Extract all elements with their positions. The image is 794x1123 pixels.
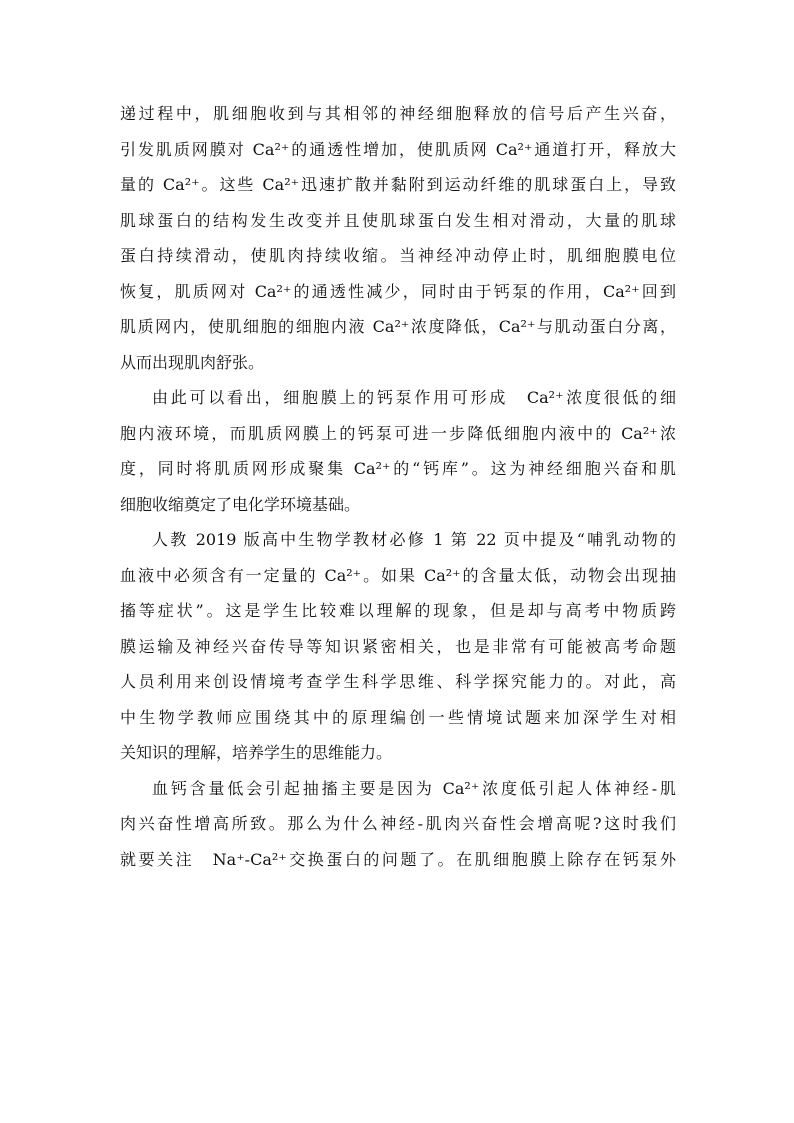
text-line: 从而出现肌肉舒张。 <box>120 352 265 372</box>
text-line: 恢复，肌质网对 Ca²⁺的通透性减少，同时由于钙泵的作用，Ca²⁺回到 <box>120 281 676 301</box>
text-line: 蛋白持续滑动，使肌肉持续收缩。当神经冲动停止时，肌细胞膜电位 <box>120 246 676 265</box>
text-line: 递过程中，肌细胞收到与其相邻的神经细胞释放的信号后产生兴奋， <box>120 104 676 123</box>
text-line: 中生物学教师应围绕其中的原理编创一些情境试题来加深学生对相 <box>120 707 676 727</box>
text-line: 肌球蛋白的结构发生改变并且使肌球蛋白发生相对滑动，大量的肌球 <box>120 210 676 230</box>
text-line: 引发肌质网膜对 Ca²⁺的通透性增加，使肌质网 Ca²⁺通道打开，释放大 <box>120 139 676 159</box>
text-line: 肌质网内，使肌细胞的细胞内液 Ca²⁺浓度降低，Ca²⁺与肌动蛋白分离， <box>120 317 676 336</box>
text-line: 细胞收缩奠定了电化学环境基础。 <box>120 494 361 514</box>
text-line: 肉兴奋性增高所致。那么为什么神经-肌肉兴奋性会增高呢?这时我们 <box>120 814 676 833</box>
text-line: 量的 Ca²⁺。这些 Ca²⁺迅速扩散并黏附到运动纤维的肌球蛋白上，导致 <box>120 175 676 194</box>
paragraph-4 <box>120 771 676 878</box>
text-line: 胞内液环境，而肌质网膜上的钙泵可进一步降低细胞内液中的 Ca²⁺浓 <box>120 423 676 443</box>
paragraph-2 <box>120 380 676 522</box>
paragraph-3 <box>120 522 676 771</box>
text-line: 血液中必须含有一定量的 Ca²⁺。如果 Ca²⁺的含量太低，动物会出现抽 <box>120 565 676 585</box>
text-line: 人员利用来创设情境考查学生科学思维、科学探究能力的。对此，高 <box>120 672 676 691</box>
document-page <box>120 96 676 877</box>
text-line: 关知识的理解，培养学生的思维能力。 <box>120 743 393 762</box>
paragraph-1 <box>120 96 676 380</box>
text-line: 血钙含量低会引起抽搐主要是因为 Ca²⁺浓度低引起人体神经-肌 <box>152 778 676 798</box>
text-line: 人教 2019 版高中生物学教材必修 1 第 22 页中提及“哺乳动物的 <box>152 530 676 549</box>
text-line: 度，同时将肌质网形成聚集 Ca²⁺的“钙库”。这为神经细胞兴奋和肌 <box>120 459 676 478</box>
text-line: 搐等症状”。这是学生比较难以理解的现象，但是却与高考中物质跨 <box>120 601 676 620</box>
text-line: 就要关注 Na⁺-Ca²⁺交换蛋白的问题了。在肌细胞膜上除存在钙泵外 <box>120 849 676 869</box>
text-line: 由此可以看出，细胞膜上的钙泵作用可形成 Ca²⁺浓度很低的细 <box>152 388 676 407</box>
text-line: 膜运输及神经兴奋传导等知识紧密相关，也是非常有可能被高考命题 <box>120 636 676 656</box>
